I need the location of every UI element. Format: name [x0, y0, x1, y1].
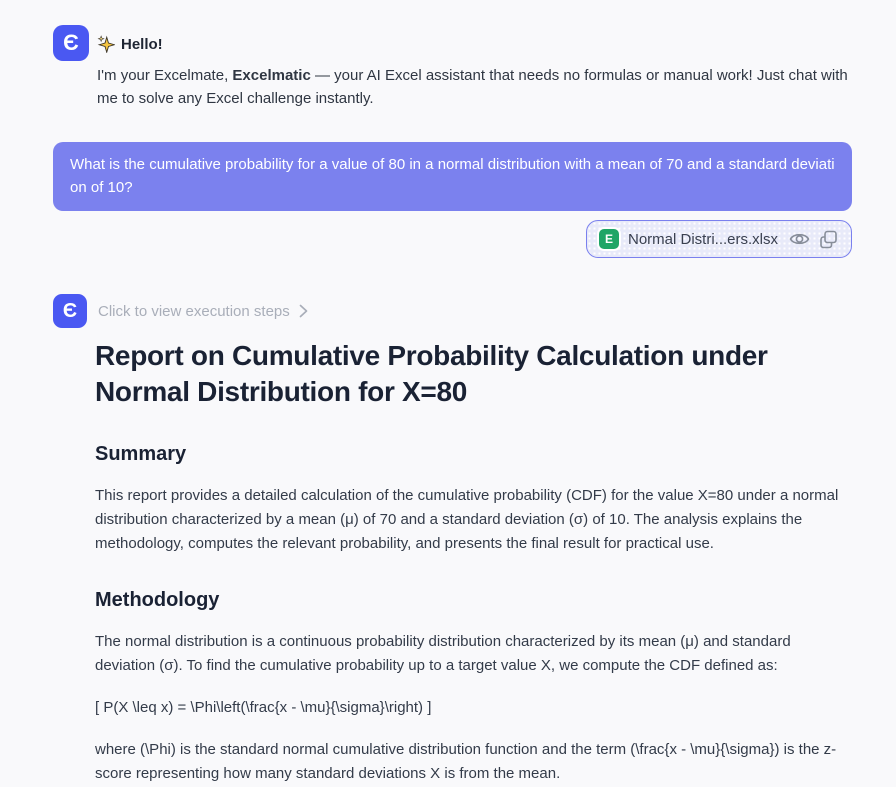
excel-file-icon: E [599, 229, 619, 249]
section-heading-summary: Summary [95, 443, 187, 465]
user-message-text: What is the cumulative probability for a value of 80 in a normal distribution with a mean of 70 and a standard deviation of 10? [70, 156, 835, 196]
assistant-greeting-row [53, 25, 896, 110]
intro-suffix: — your AI Excel assistant that needs no formulas or manual work! Just chat with me to solve any Excel challenge instantly. [97, 67, 848, 107]
attachment-file-name: Normal Distri...ers.xlsx [627, 230, 778, 248]
assistant-avatar: Є [53, 25, 89, 61]
report [95, 338, 852, 786]
chevron-right-icon [299, 304, 308, 318]
section-heading-methodology: Methodology [95, 589, 220, 611]
copy-icon[interactable] [819, 230, 838, 249]
execution-steps-row [53, 294, 896, 328]
attachment-chip[interactable] [586, 220, 852, 258]
assistant-intro-text [97, 64, 849, 110]
assistant-avatar: Є [53, 294, 87, 328]
summary-paragraph: This report provides a detailed calculation of the cumulative probability (CDF) for the value X=80 under a normal distribution characterized by a mean (μ) of 70 and a standard deviation (σ) of 10. The analysis explains the methodology, computes the relevant probability, and presents the final result for practical use. [95, 487, 839, 552]
eye-icon[interactable] [789, 230, 810, 248]
user-message-bubble [53, 142, 852, 211]
intro-prefix: I'm your Excelmate, [97, 67, 233, 84]
greeting-content [97, 25, 849, 110]
execution-steps-link[interactable] [98, 303, 308, 320]
greeting-heading [97, 33, 849, 55]
execution-steps-label: Click to view execution steps [98, 302, 290, 320]
intro-brand-name: Excelmatic [232, 67, 311, 84]
zscore-paragraph: where (\Phi) is the standard normal cumulative distribution function and the term (\frac{x - \mu}{\sigma}) is the z-score representing how many standard deviations X is from the mean. [95, 741, 837, 782]
attachment-row [53, 220, 852, 258]
sparkles-icon [97, 35, 115, 53]
cdf-formula: [ P(X \leq x) = \Phi\left(\frac{x - \mu}{\sigma}\right) ] [95, 699, 432, 716]
report-title: Report on Cumulative Probability Calculation under Normal Distribution for X=80 [95, 340, 768, 407]
methodology-paragraph: The normal distribution is a continuous probability distribution characterized by its mean (μ) and standard deviation (σ). To find the cumulative probability up to a target value X, we compute the CDF defined as: [95, 633, 791, 674]
greeting-text: Hello! [121, 35, 163, 53]
